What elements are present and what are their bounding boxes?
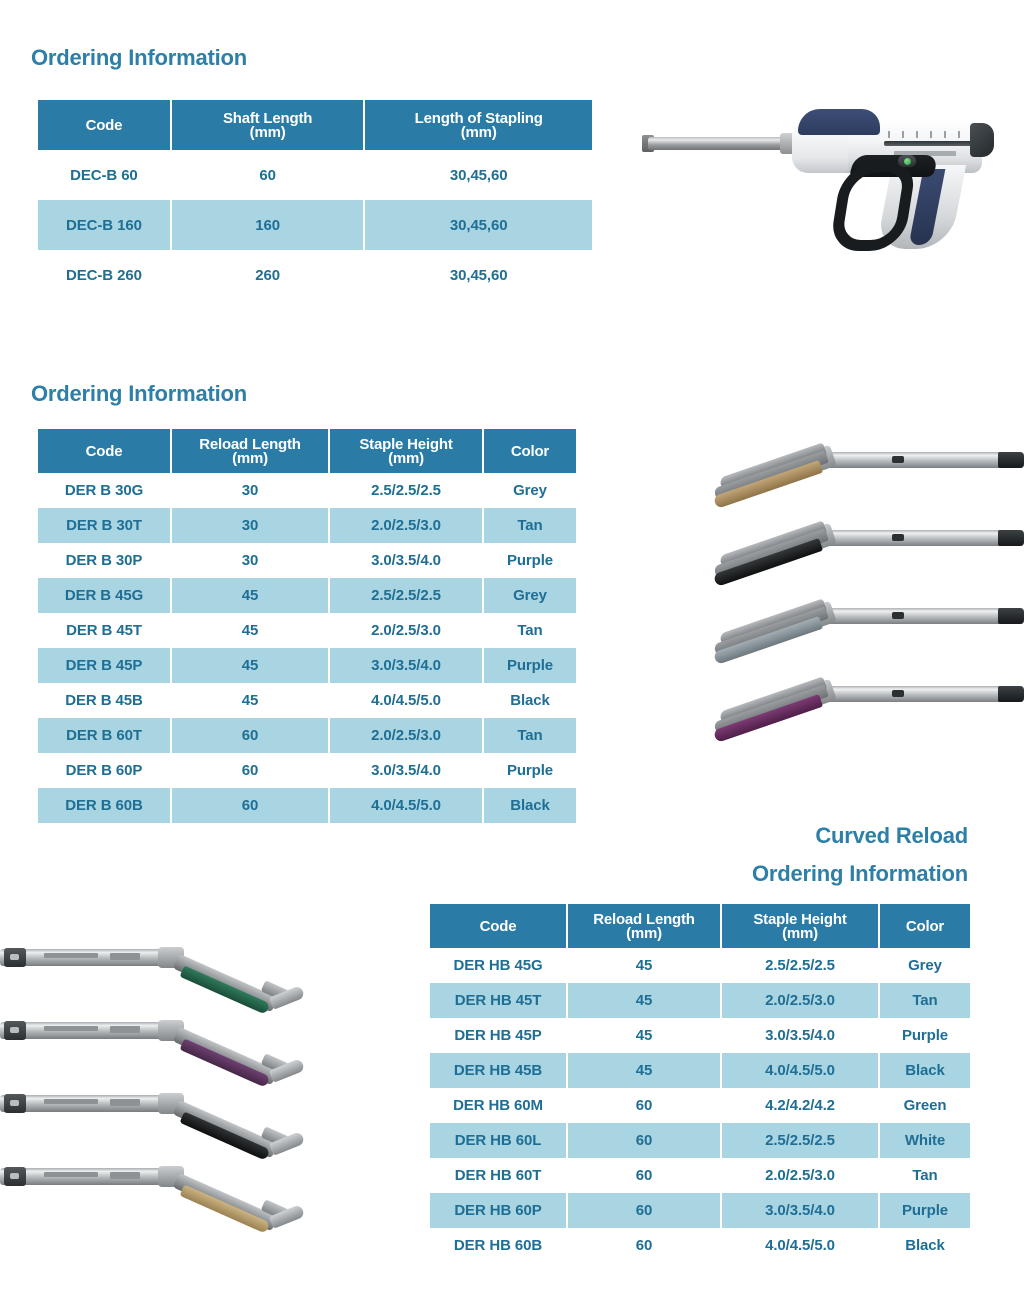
- cell-staple-height: 4.0/4.5/5.0: [722, 1228, 878, 1263]
- cell-shaft-length: 160: [172, 200, 364, 250]
- curved-reload-black: [0, 1081, 330, 1155]
- column-header-length-of-stapling: Length of Stapling (mm): [365, 100, 592, 150]
- cell-staple-height: 3.0/3.5/4.0: [330, 543, 482, 578]
- curved-reload-green: [0, 935, 330, 1009]
- cell-color: Tan: [484, 508, 576, 543]
- cell-color: Purple: [484, 753, 576, 788]
- cell-reload-length: 45: [568, 983, 720, 1018]
- cell-staple-height: 3.0/3.5/4.0: [330, 753, 482, 788]
- cell-shaft-length: 260: [172, 250, 364, 300]
- table-row: [38, 683, 576, 718]
- cell-reload-length: 60: [568, 1158, 720, 1193]
- device-section-title: Ordering Information: [31, 45, 248, 70]
- cell-reload-length: 60: [568, 1193, 720, 1228]
- reload-label-strip: [44, 1026, 98, 1031]
- reload-end-cap: [998, 608, 1024, 624]
- cell-color: Grey: [484, 578, 576, 613]
- table-row: [38, 718, 576, 753]
- cell-stapling-length: 30,45,60: [365, 200, 592, 250]
- cell-code: DEC-B 60: [38, 150, 170, 200]
- cell-code: DER HB 60P: [430, 1193, 566, 1228]
- column-header-staple-height: Staple Height (mm): [722, 904, 878, 948]
- cell-stapling-length: 30,45,60: [365, 150, 592, 200]
- cell-code: DER HB 45T: [430, 983, 566, 1018]
- cell-color: Tan: [484, 718, 576, 753]
- reload-end-cap: [998, 686, 1024, 702]
- column-header-color: Color: [484, 429, 576, 473]
- table-row: [38, 473, 576, 508]
- table-header-row: [430, 904, 970, 948]
- cell-reload-length: 60: [172, 718, 328, 753]
- column-header-code: Code: [38, 429, 170, 473]
- cell-reload-length: 45: [172, 648, 328, 683]
- cell-stapling-length: 30,45,60: [365, 250, 592, 300]
- reload-label-strip: [44, 1172, 98, 1177]
- reload-collar-marker: [10, 954, 19, 960]
- cell-color: Black: [484, 788, 576, 823]
- cell-color: Green: [880, 1088, 970, 1123]
- reload-label-strip: [44, 1099, 98, 1104]
- cell-color: Purple: [880, 1193, 970, 1228]
- table-row: [430, 983, 970, 1018]
- column-header-shaft-length: Shaft Length (mm): [172, 100, 364, 150]
- curved-reload-heading: [508, 817, 968, 893]
- table-row: [38, 200, 592, 250]
- cell-code: DER B 60T: [38, 718, 170, 753]
- table-row: [38, 788, 576, 823]
- table-row: [38, 508, 576, 543]
- cell-reload-length: 45: [172, 578, 328, 613]
- cell-staple-height: 2.5/2.5/2.5: [330, 473, 482, 508]
- stapler-body-top-navy: [798, 109, 880, 135]
- reload-marker: [892, 612, 904, 619]
- reload-shaft: [818, 452, 1024, 468]
- cell-reload-length: 60: [172, 788, 328, 823]
- cell-code: DER B 60B: [38, 788, 170, 823]
- table-row: [430, 1193, 970, 1228]
- cell-staple-height: 2.0/2.5/3.0: [722, 983, 878, 1018]
- table-row: [430, 1053, 970, 1088]
- stapler-shaft: [648, 137, 800, 150]
- cell-code: DER B 30T: [38, 508, 170, 543]
- cell-code: DER B 45G: [38, 578, 170, 613]
- reload-collar-marker: [10, 1100, 19, 1106]
- cell-shaft-length: 60: [172, 150, 364, 200]
- reload-end-cap: [998, 530, 1024, 546]
- cell-reload-length: 30: [172, 473, 328, 508]
- cell-code: DER HB 45B: [430, 1053, 566, 1088]
- cell-reload-length: 45: [568, 948, 720, 983]
- curved-reload-heading-line2: Ordering Information: [751, 861, 968, 886]
- table-row: [38, 753, 576, 788]
- cell-staple-height: 4.0/4.5/5.0: [330, 788, 482, 823]
- reload-label-box: [110, 1026, 140, 1033]
- reload-shaft: [818, 530, 1024, 546]
- cell-code: DER B 45P: [38, 648, 170, 683]
- reload-label-strip: [44, 953, 98, 958]
- cell-color: Black: [880, 1228, 970, 1263]
- reload-label-box: [110, 1099, 140, 1106]
- column-header-staple-height: Staple Height (mm): [330, 429, 482, 473]
- cell-reload-length: 45: [568, 1018, 720, 1053]
- cell-reload-length: 45: [172, 683, 328, 718]
- cell-reload-length: 30: [172, 543, 328, 578]
- reload-collar-marker: [10, 1027, 19, 1033]
- curved-reload-purple: [0, 1008, 330, 1082]
- reload-collar-marker: [10, 1173, 19, 1179]
- table-header-row: [38, 100, 592, 150]
- cell-color: Purple: [880, 1018, 970, 1053]
- cell-reload-length: 45: [172, 613, 328, 648]
- cell-color: Purple: [484, 543, 576, 578]
- cell-staple-height: 3.0/3.5/4.0: [722, 1193, 878, 1228]
- stapler-handle-image: [640, 95, 1012, 277]
- straight-reload-grey: [700, 596, 1024, 672]
- cell-code: DEC-B 260: [38, 250, 170, 300]
- cell-staple-height: 4.0/4.5/5.0: [330, 683, 482, 718]
- column-header-color: Color: [880, 904, 970, 948]
- table-row: [430, 1088, 970, 1123]
- cell-staple-height: 4.2/4.2/4.2: [722, 1088, 878, 1123]
- cell-code: DER B 45B: [38, 683, 170, 718]
- cell-staple-height: 2.5/2.5/2.5: [722, 948, 878, 983]
- straight-reload-purple: [700, 674, 1024, 750]
- cell-code: DER HB 45P: [430, 1018, 566, 1053]
- reload-label-box: [110, 953, 140, 960]
- cell-staple-height: 3.0/3.5/4.0: [330, 648, 482, 683]
- cell-color: Tan: [880, 1158, 970, 1193]
- cell-staple-height: 2.0/2.5/3.0: [330, 508, 482, 543]
- stapler-slot: [884, 141, 974, 146]
- cell-staple-height: 3.0/3.5/4.0: [722, 1018, 878, 1053]
- reload-label-box: [110, 1172, 140, 1179]
- column-header-code: Code: [38, 100, 170, 150]
- cell-color: Tan: [484, 613, 576, 648]
- cell-code: DER HB 60B: [430, 1228, 566, 1263]
- table-row: [38, 648, 576, 683]
- table-row: [430, 1018, 970, 1053]
- column-header-reload-length: Reload Length (mm): [568, 904, 720, 948]
- curved-reload-ordering-table: [428, 904, 972, 1263]
- cell-code: DER B 45T: [38, 613, 170, 648]
- curved-reload-heading-line1: Curved Reload: [815, 823, 968, 848]
- cell-reload-length: 60: [568, 1123, 720, 1158]
- cell-color: Black: [484, 683, 576, 718]
- column-header-code: Code: [430, 904, 566, 948]
- cell-color: Grey: [484, 473, 576, 508]
- cell-code: DER B 60P: [38, 753, 170, 788]
- cell-reload-length: 30: [172, 508, 328, 543]
- cell-reload-length: 60: [568, 1088, 720, 1123]
- cell-staple-height: 2.0/2.5/3.0: [330, 613, 482, 648]
- cell-staple-height: 2.5/2.5/2.5: [330, 578, 482, 613]
- table-row: [430, 1123, 970, 1158]
- device-ordering-table: [36, 100, 594, 300]
- straight-reload-ordering-table: [36, 429, 578, 823]
- cell-code: DEC-B 160: [38, 200, 170, 250]
- stapler-green-indicator-icon: [904, 158, 911, 165]
- cell-reload-length: 45: [568, 1053, 720, 1088]
- table-row: [38, 543, 576, 578]
- curved-reloads-image: [0, 935, 330, 1227]
- stapler-rear-cap: [970, 123, 994, 157]
- table-row: [38, 613, 576, 648]
- cell-color: Black: [880, 1053, 970, 1088]
- straight-reload-black: [700, 518, 1024, 594]
- reload-marker: [892, 690, 904, 697]
- table-row: [430, 1158, 970, 1193]
- stapler-scale-ticks: [888, 131, 974, 138]
- cell-code: DER HB 60L: [430, 1123, 566, 1158]
- table-row: [38, 250, 592, 300]
- cell-staple-height: 2.0/2.5/3.0: [330, 718, 482, 753]
- table-row: [430, 1228, 970, 1263]
- reload-marker: [892, 534, 904, 541]
- cell-staple-height: 2.0/2.5/3.0: [722, 1158, 878, 1193]
- cell-code: DER HB 60M: [430, 1088, 566, 1123]
- cell-color: White: [880, 1123, 970, 1158]
- straight-reload-tan: [700, 440, 1024, 516]
- straight-reload-section-title: Ordering Information: [31, 381, 248, 406]
- table-header-row: [38, 429, 576, 473]
- reload-end-cap: [998, 452, 1024, 468]
- cell-code: DER HB 45G: [430, 948, 566, 983]
- cell-reload-length: 60: [568, 1228, 720, 1263]
- cell-color: Tan: [880, 983, 970, 1018]
- cell-color: Purple: [484, 648, 576, 683]
- table-row: [38, 150, 592, 200]
- table-row: [430, 948, 970, 983]
- cell-code: DER B 30G: [38, 473, 170, 508]
- curved-reload-tan: [0, 1154, 330, 1228]
- cell-staple-height: 2.5/2.5/2.5: [722, 1123, 878, 1158]
- reload-shaft: [818, 608, 1024, 624]
- cell-code: DER B 30P: [38, 543, 170, 578]
- straight-reloads-image: [700, 440, 1024, 792]
- cell-reload-length: 60: [172, 753, 328, 788]
- table-row: [38, 578, 576, 613]
- column-header-reload-length: Reload Length (mm): [172, 429, 328, 473]
- cell-staple-height: 4.0/4.5/5.0: [722, 1053, 878, 1088]
- cell-code: DER HB 60T: [430, 1158, 566, 1193]
- reload-shaft: [818, 686, 1024, 702]
- cell-color: Grey: [880, 948, 970, 983]
- reload-marker: [892, 456, 904, 463]
